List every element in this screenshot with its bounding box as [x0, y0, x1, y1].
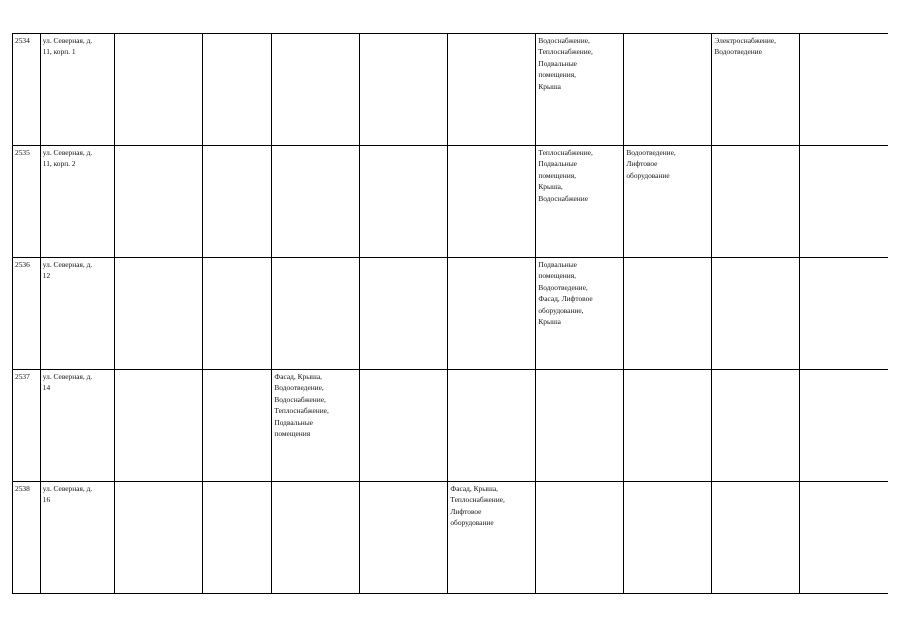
- work-cell: [114, 258, 202, 370]
- row-number-cell: 2535: [13, 146, 41, 258]
- work-cell: Фасад, Крыша, Водоотведение, Водоснабжение, Теплоснабжение, Подвальные помещения: [272, 370, 360, 482]
- work-cell: [360, 34, 448, 146]
- work-cell: [114, 370, 202, 482]
- row-number-cell: 2536: [13, 258, 41, 370]
- work-cell: [114, 146, 202, 258]
- work-cell: Электроснабжение, Водоотведение: [712, 34, 800, 146]
- work-cell: [800, 34, 888, 146]
- work-cell: [202, 34, 271, 146]
- work-cell: [448, 34, 536, 146]
- work-cell: [712, 482, 800, 594]
- work-cell: [202, 146, 271, 258]
- work-cell: [624, 258, 712, 370]
- address-cell: ул. Северная, д. 14: [40, 370, 114, 482]
- row-number-cell: 2538: [13, 482, 41, 594]
- table-row: [13, 258, 889, 370]
- address-cell: ул. Северная, д. 12: [40, 258, 114, 370]
- work-cell: [448, 146, 536, 258]
- work-cell: [360, 146, 448, 258]
- table-row: [13, 34, 889, 146]
- work-cell: Теплоснабжение, Подвальные помещения, Крыша, Водоснабжение: [536, 146, 624, 258]
- address-cell: ул. Северная, д. 11, корп. 1: [40, 34, 114, 146]
- work-cell: Водоотведение, Лифтовое оборудование: [624, 146, 712, 258]
- repair-schedule-table: [12, 33, 888, 594]
- work-cell: [800, 370, 888, 482]
- table-row: [13, 482, 889, 594]
- work-cell: [712, 146, 800, 258]
- work-cell: [712, 370, 800, 482]
- work-cell: [272, 34, 360, 146]
- work-cell: [448, 258, 536, 370]
- work-cell: [800, 482, 888, 594]
- work-cell: [272, 482, 360, 594]
- work-cell: [448, 370, 536, 482]
- work-cell: [272, 258, 360, 370]
- work-cell: Фасад, Крыша, Теплоснабжение, Лифтовое оборудование: [448, 482, 536, 594]
- table-row: [13, 146, 889, 258]
- address-cell: ул. Северная, д. 11, корп. 2: [40, 146, 114, 258]
- work-cell: [712, 258, 800, 370]
- work-cell: [114, 482, 202, 594]
- work-cell: [272, 146, 360, 258]
- work-cell: [202, 370, 271, 482]
- row-number-cell: 2537: [13, 370, 41, 482]
- work-cell: Подвальные помещения, Водоотведение, Фасад, Лифтовое оборудование, Крыша: [536, 258, 624, 370]
- work-cell: [202, 258, 271, 370]
- work-cell: [624, 34, 712, 146]
- work-cell: [360, 370, 448, 482]
- work-cell: [360, 258, 448, 370]
- table-row: [13, 370, 889, 482]
- work-cell: [624, 482, 712, 594]
- row-number-cell: 2534: [13, 34, 41, 146]
- work-cell: [202, 482, 271, 594]
- work-cell: Водоснабжение, Теплоснабжение, Подвальные помещения, Крыша: [536, 34, 624, 146]
- work-cell: [114, 34, 202, 146]
- work-cell: [800, 258, 888, 370]
- work-cell: [360, 482, 448, 594]
- work-cell: [800, 146, 888, 258]
- work-cell: [536, 370, 624, 482]
- work-cell: [536, 482, 624, 594]
- address-cell: ул. Северная, д. 16: [40, 482, 114, 594]
- work-cell: [624, 370, 712, 482]
